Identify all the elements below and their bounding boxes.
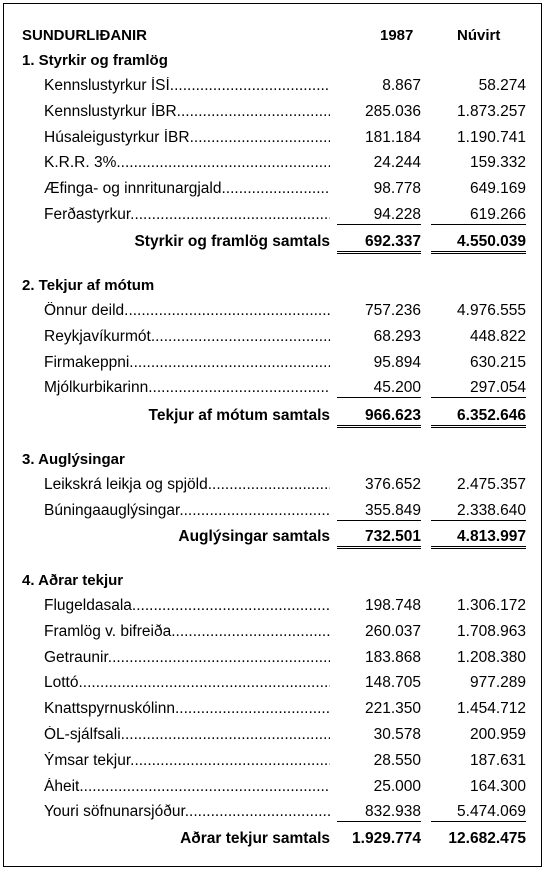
table-row <box>0 597 547 623</box>
row-label-text: Æfinga- og innritunargjald <box>44 180 222 198</box>
value-nuvirt: 1.208.380 <box>457 648 526 666</box>
row-label <box>44 476 330 494</box>
table-row <box>0 502 547 528</box>
leader-dots <box>132 597 330 614</box>
row-label <box>44 674 330 692</box>
value-1987: 95.894 <box>373 353 421 371</box>
row-label <box>44 103 330 121</box>
table-row <box>0 103 547 129</box>
value-nuvirt: 297.054 <box>431 379 526 398</box>
row-label <box>44 77 330 95</box>
leader-dots <box>190 129 330 146</box>
value-1987: 832.938 <box>337 803 421 822</box>
table-row <box>0 328 547 354</box>
row-label <box>44 502 330 520</box>
table-row <box>0 752 547 778</box>
value-1987: 198.748 <box>364 597 421 614</box>
row-label-text: Leikskrá leikja og spjöld <box>44 476 208 493</box>
row-label-text: Lottó <box>44 674 79 692</box>
row-label-text: Flugeldasala <box>44 597 132 614</box>
column-header-nuvirt: Núvirt <box>457 27 501 44</box>
value-nuvirt: 649.169 <box>469 180 526 198</box>
value-nuvirt: 448.822 <box>469 327 526 345</box>
section-title: 3. Auglýsingar <box>22 451 125 468</box>
row-label <box>44 129 330 147</box>
row-label <box>44 206 330 224</box>
value-1987: 757.236 <box>364 302 421 319</box>
row-label-text: Áheit <box>44 777 80 795</box>
row-label-text: Knattspyrnuskólinn <box>44 700 175 718</box>
leader-dots <box>148 379 330 396</box>
value-1987: 24.244 <box>373 154 421 172</box>
total-label: Styrkir og framlög samtals <box>134 233 330 250</box>
row-label-text: Framlög v. bifreiða <box>44 622 172 640</box>
leader-dots <box>171 623 330 640</box>
value-nuvirt: 5.474.069 <box>431 803 526 822</box>
total-nuvirt: 4.550.039 <box>431 233 526 254</box>
value-nuvirt: 159.332 <box>469 154 526 172</box>
row-label-text: Getraunir <box>44 648 108 666</box>
value-nuvirt: 1.190.741 <box>457 128 526 146</box>
table-row <box>0 700 547 726</box>
table-row <box>0 726 547 752</box>
table-row <box>0 803 547 829</box>
table-row <box>0 154 547 180</box>
table-row <box>0 623 547 649</box>
leader-dots <box>185 803 330 820</box>
value-1987: 181.184 <box>364 128 421 146</box>
value-nuvirt: 1.306.172 <box>457 597 526 614</box>
row-label-text: Mjólkurbikarinn <box>44 379 149 397</box>
value-1987: 376.652 <box>364 476 421 493</box>
value-nuvirt: 4.976.555 <box>457 302 526 319</box>
row-label <box>44 180 330 198</box>
row-label <box>44 328 330 346</box>
value-nuvirt: 1.873.257 <box>457 102 526 120</box>
table-row <box>0 129 547 155</box>
leader-dots <box>170 77 330 94</box>
row-label-text: Firmakeppni <box>44 353 130 371</box>
leader-dots <box>130 206 330 223</box>
leader-dots <box>129 354 330 371</box>
row-label-text: Youri söfnunarsjóður <box>44 803 185 821</box>
total-row <box>0 528 547 554</box>
row-label <box>44 700 330 718</box>
table-row <box>0 476 547 502</box>
section-title: 2. Tekjur af mótum <box>22 277 155 294</box>
total-label: Auglýsingar samtals <box>178 528 330 545</box>
section-title: 1. Styrkir og framlög <box>22 52 168 69</box>
row-label <box>44 597 330 615</box>
value-1987: 8.867 <box>382 77 421 94</box>
value-nuvirt: 1.454.712 <box>457 700 526 718</box>
total-1987: 732.501 <box>337 528 421 549</box>
value-nuvirt: 164.300 <box>469 777 526 795</box>
table-row <box>0 206 547 232</box>
row-label-text: Önnur deild <box>44 302 125 319</box>
total-label: Aðrar tekjur samtals <box>180 830 330 847</box>
value-1987: 355.849 <box>337 502 421 521</box>
row-label-text: Kennslustyrkur ÍSÍ <box>44 77 170 94</box>
value-nuvirt: 2.475.357 <box>457 476 526 493</box>
row-label <box>44 354 330 372</box>
total-row <box>0 830 547 856</box>
value-1987: 260.037 <box>364 622 421 640</box>
value-1987: 183.868 <box>364 648 421 666</box>
row-label-text: Reykjavíkurmót <box>44 327 151 345</box>
leader-dots <box>121 726 330 743</box>
table-row <box>0 674 547 700</box>
total-row <box>0 233 547 259</box>
value-1987: 68.293 <box>373 327 421 345</box>
table-row <box>0 180 547 206</box>
leader-dots <box>78 674 330 691</box>
value-nuvirt: 1.708.963 <box>457 622 526 640</box>
value-1987: 221.350 <box>364 700 421 718</box>
leader-dots <box>130 752 330 769</box>
leader-dots <box>124 302 330 319</box>
row-label-text: Kennslustyrkur ÍBR <box>44 102 177 120</box>
row-label-text: Ferðastyrkur <box>44 206 131 223</box>
row-label <box>44 778 330 796</box>
total-1987: 966.623 <box>337 407 421 428</box>
value-1987: 28.550 <box>373 751 421 769</box>
row-label-text: Húsaleigustyrkur ÍBR <box>44 128 190 146</box>
total-label: Tekjur af mótum samtals <box>148 407 330 424</box>
row-label-text: K.R.R. 3% <box>44 154 117 172</box>
row-label <box>44 379 330 397</box>
value-nuvirt: 187.631 <box>469 751 526 769</box>
value-1987: 30.578 <box>373 726 421 743</box>
value-1987: 25.000 <box>373 777 421 795</box>
total-nuvirt: 12.682.475 <box>448 830 526 847</box>
total-nuvirt: 6.352.646 <box>431 407 526 428</box>
row-label <box>44 649 330 667</box>
value-1987: 45.200 <box>337 379 421 398</box>
total-row <box>0 407 547 433</box>
leader-dots <box>222 180 331 197</box>
row-label <box>44 154 330 172</box>
leader-dots <box>179 502 330 519</box>
row-label-text: Búningaauglýsingar <box>44 501 180 519</box>
table-row <box>0 302 547 328</box>
row-label-text: Ýmsar tekjur <box>44 751 131 769</box>
value-1987: 148.705 <box>364 674 421 692</box>
table-row <box>0 649 547 675</box>
table-row <box>0 778 547 804</box>
value-nuvirt: 200.959 <box>469 726 526 743</box>
row-label <box>44 302 330 320</box>
total-nuvirt: 4.813.997 <box>431 528 526 549</box>
section-title: 4. Aðrar tekjur <box>22 572 124 589</box>
value-nuvirt: 619.266 <box>431 206 526 225</box>
value-nuvirt: 2.338.640 <box>431 502 526 521</box>
value-nuvirt: 977.289 <box>469 674 526 692</box>
value-nuvirt: 630.215 <box>469 353 526 371</box>
column-header-1987: 1987 <box>380 27 414 44</box>
table-row <box>0 354 547 380</box>
leader-dots <box>151 328 330 345</box>
leader-dots <box>79 778 330 795</box>
value-nuvirt: 58.274 <box>478 77 526 94</box>
document-title: SUNDURLIÐANIR <box>22 27 147 44</box>
leader-dots <box>175 700 330 717</box>
leader-dots <box>116 154 330 171</box>
value-1987: 94.228 <box>337 206 421 225</box>
row-label <box>44 752 330 770</box>
table-row <box>0 77 547 103</box>
leader-dots <box>208 476 330 493</box>
value-1987: 285.036 <box>364 102 421 120</box>
total-1987: 1.929.774 <box>352 830 421 847</box>
row-label-text: ÓL-sjálfsali <box>44 726 121 743</box>
value-1987: 98.778 <box>373 180 421 198</box>
total-1987: 692.337 <box>337 233 421 254</box>
leader-dots <box>108 649 330 666</box>
row-label <box>44 726 330 744</box>
table-row <box>0 379 547 405</box>
row-label <box>44 623 330 641</box>
leader-dots <box>177 103 330 120</box>
row-label <box>44 803 330 821</box>
